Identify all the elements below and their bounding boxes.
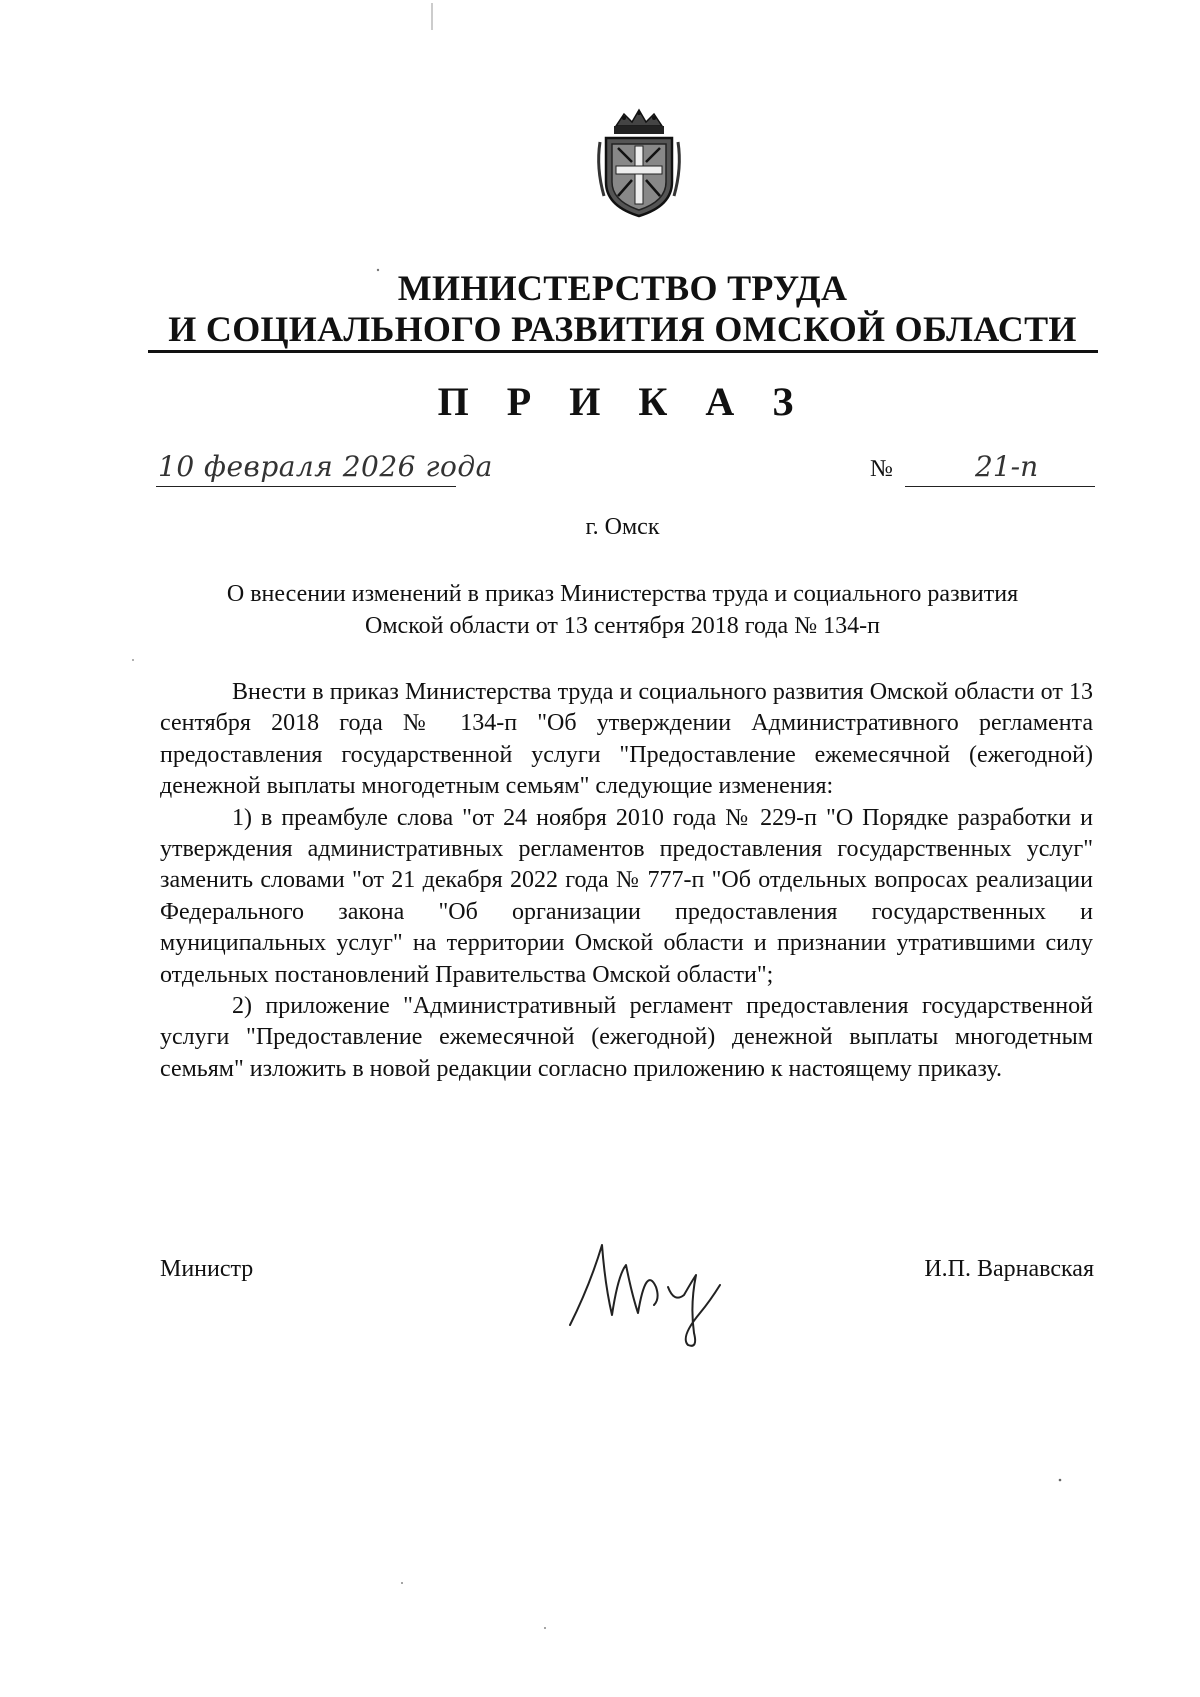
order-body bbox=[160, 677, 1093, 1085]
body-paragraph-main: Внести в приказ Министерства труда и социального развития Омской области от 13 сентября 2018 года № 134-п "Об утверждении Административного регламента предоставления государственной услуги "Предоставление ежемесячной (ежегодной) денежной выплаты многодетным семьям" следующие изменения: bbox=[160, 679, 1093, 800]
handwritten-signature bbox=[560, 1225, 740, 1355]
header-divider bbox=[148, 350, 1098, 353]
signatory-title: Министр bbox=[160, 1256, 254, 1282]
subject-line2: Омской области от 13 сентября 2018 года № 134-п bbox=[365, 613, 880, 639]
document-type-title: П Р И К А З bbox=[437, 379, 808, 424]
body-item-1: 1) в преамбуле слова "от 24 ноября 2010 года № 229-п "О Порядке разработки и утверждения административных регламентов предоставления государственных услуг" заменить словами "от 21 декабря 2022 года № 777-п "Об отдельных вопросах реализации Федерального закона "Об организации предоставления государственных и муниципальных услуг" на территории Омской области и признании утратившими силу отдельных постановлений Правительства Омской области"; bbox=[160, 804, 1093, 988]
date-underline bbox=[156, 486, 456, 487]
body-item-2: 2) приложение "Административный регламент предоставления государственной услуги "Предоставление ежемесячной (ежегодной) денежной выплаты многодетным семьям" изложить в новой редакции согласно приложению к настоящему приказу. bbox=[160, 993, 1093, 1082]
order-number-label: № bbox=[870, 456, 893, 482]
subject-line1: О внесении изменений в приказ Министерства труда и социального развития bbox=[226, 581, 1019, 607]
order-date: 10 февраля 2026 года bbox=[158, 450, 493, 483]
issue-city: г. Омск bbox=[585, 514, 660, 540]
number-underline bbox=[905, 486, 1095, 487]
order-subject bbox=[150, 578, 1095, 642]
coat-of-arms-icon bbox=[594, 108, 684, 220]
signatory-name: И.П. Варнавская bbox=[924, 1256, 1094, 1282]
order-number: 21-п bbox=[975, 450, 1039, 483]
ministry-name-line1: МИНИСТЕРСТВО ТРУДА bbox=[397, 268, 848, 308]
ministry-name-line2: И СОЦИАЛЬНОГО РАЗВИТИЯ ОМСКОЙ ОБЛАСТИ bbox=[168, 309, 1077, 349]
